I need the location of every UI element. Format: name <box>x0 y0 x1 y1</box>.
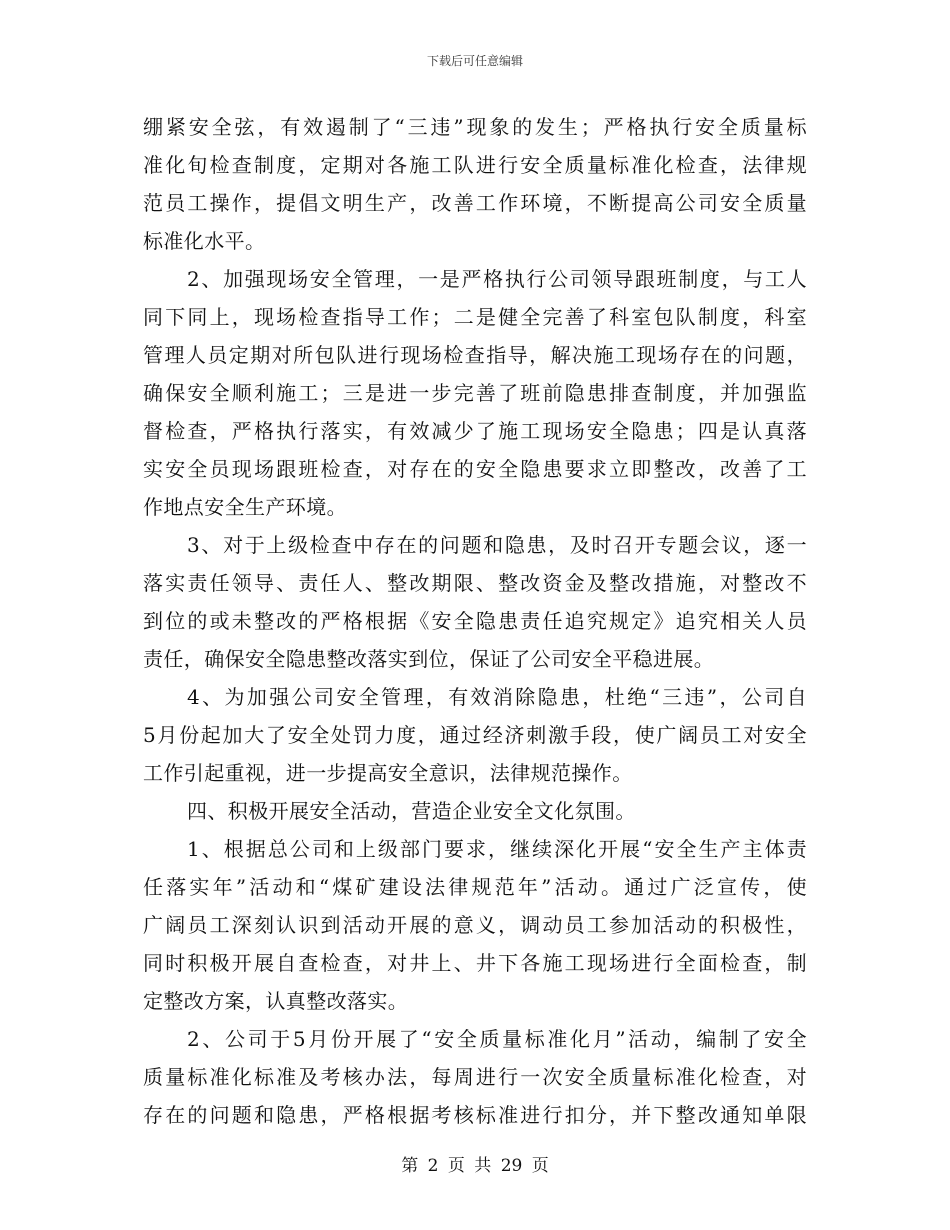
text-line: 落实责任领导、责任人、整改期限、整改资金及整改措施，对整改不 <box>143 571 807 595</box>
text-line: 四、积极开展安全活动，营造企业安全文化氛围。 <box>187 799 636 823</box>
text-line: 实安全员现场跟班检查，对存在的安全隐患要求立即整改，改善了工 <box>143 457 807 481</box>
text-line: 标准化水平。 <box>143 229 266 253</box>
text-line: 管理人员定期对所包队进行现场检查指导，解决施工现场存在的问题， <box>143 343 807 367</box>
document-body <box>143 108 807 1134</box>
text-line: 工作引起重视，进一步提高安全意识，法律规范操作。 <box>143 761 633 785</box>
text-line: 同时积极开展自查检查，对井上、井下各施工现场进行全面检查，制 <box>143 951 807 975</box>
text-line: 确保安全顺利施工；三是进一步完善了班前隐患排查制度，并加强监 <box>143 381 807 405</box>
text-line: 4、为加强公司安全管理，有效消除隐患，杜绝“三违”，公司自 <box>187 685 807 709</box>
text-line: 范员工操作，提倡文明生产，改善工作环境，不断提高公司安全质量 <box>143 191 807 215</box>
text-line: 同下同上，现场检查指导工作；二是健全完善了科室包队制度，科室 <box>143 305 807 329</box>
text-line: 2、加强现场安全管理，一是严格执行公司领导跟班制度，与工人 <box>187 267 807 291</box>
text-line: 督检查，严格执行落实，有效减少了施工现场安全隐患；四是认真落 <box>143 419 807 443</box>
text-line: 质量标准化标准及考核办法，每周进行一次安全质量标准化检查，对 <box>143 1065 807 1089</box>
page-header: 下载后可任意编辑 <box>426 54 523 68</box>
text-line: 1、根据总公司和上级部门要求，继续深化开展“安全生产主体责 <box>187 837 807 861</box>
text-line: 准化旬检查制度，定期对各施工队进行安全质量标准化检查，法律规 <box>143 153 807 177</box>
text-line: 广阔员工深刻认识到活动开展的意义，调动员工参加活动的积极性， <box>143 913 807 937</box>
text-line: 绷紧安全弦，有效遏制了“三违”现象的发生；严格执行安全质量标 <box>143 115 807 139</box>
text-line: 定整改方案，认真整改落实。 <box>143 989 409 1013</box>
text-line: 存在的问题和隐患，严格根据考核标准进行扣分，并下整改通知单限 <box>143 1103 807 1127</box>
text-line: 2、公司于5月份开展了“安全质量标准化月”活动，编制了安全 <box>187 1027 807 1051</box>
text-line: 责任，确保安全隐患整改落实到位，保证了公司安全平稳进展。 <box>143 647 715 671</box>
text-line: 5月份起加大了安全处罚力度，通过经济刺激手段，使广阔员工对安全 <box>143 723 807 747</box>
text-line: 3、对于上级检查中存在的问题和隐患，及时召开专题会议，逐一 <box>187 533 807 557</box>
text-line: 作地点安全生产环境。 <box>143 495 347 519</box>
text-line: 到位的或未整改的严格根据《安全隐患责任追究规定》追究相关人员 <box>143 609 807 633</box>
page-footer: 第 2 页 共 29 页 <box>401 1156 549 1176</box>
text-line: 任落实年”活动和“煤矿建设法律规范年”活动。通过广泛宣传，使 <box>143 875 807 899</box>
